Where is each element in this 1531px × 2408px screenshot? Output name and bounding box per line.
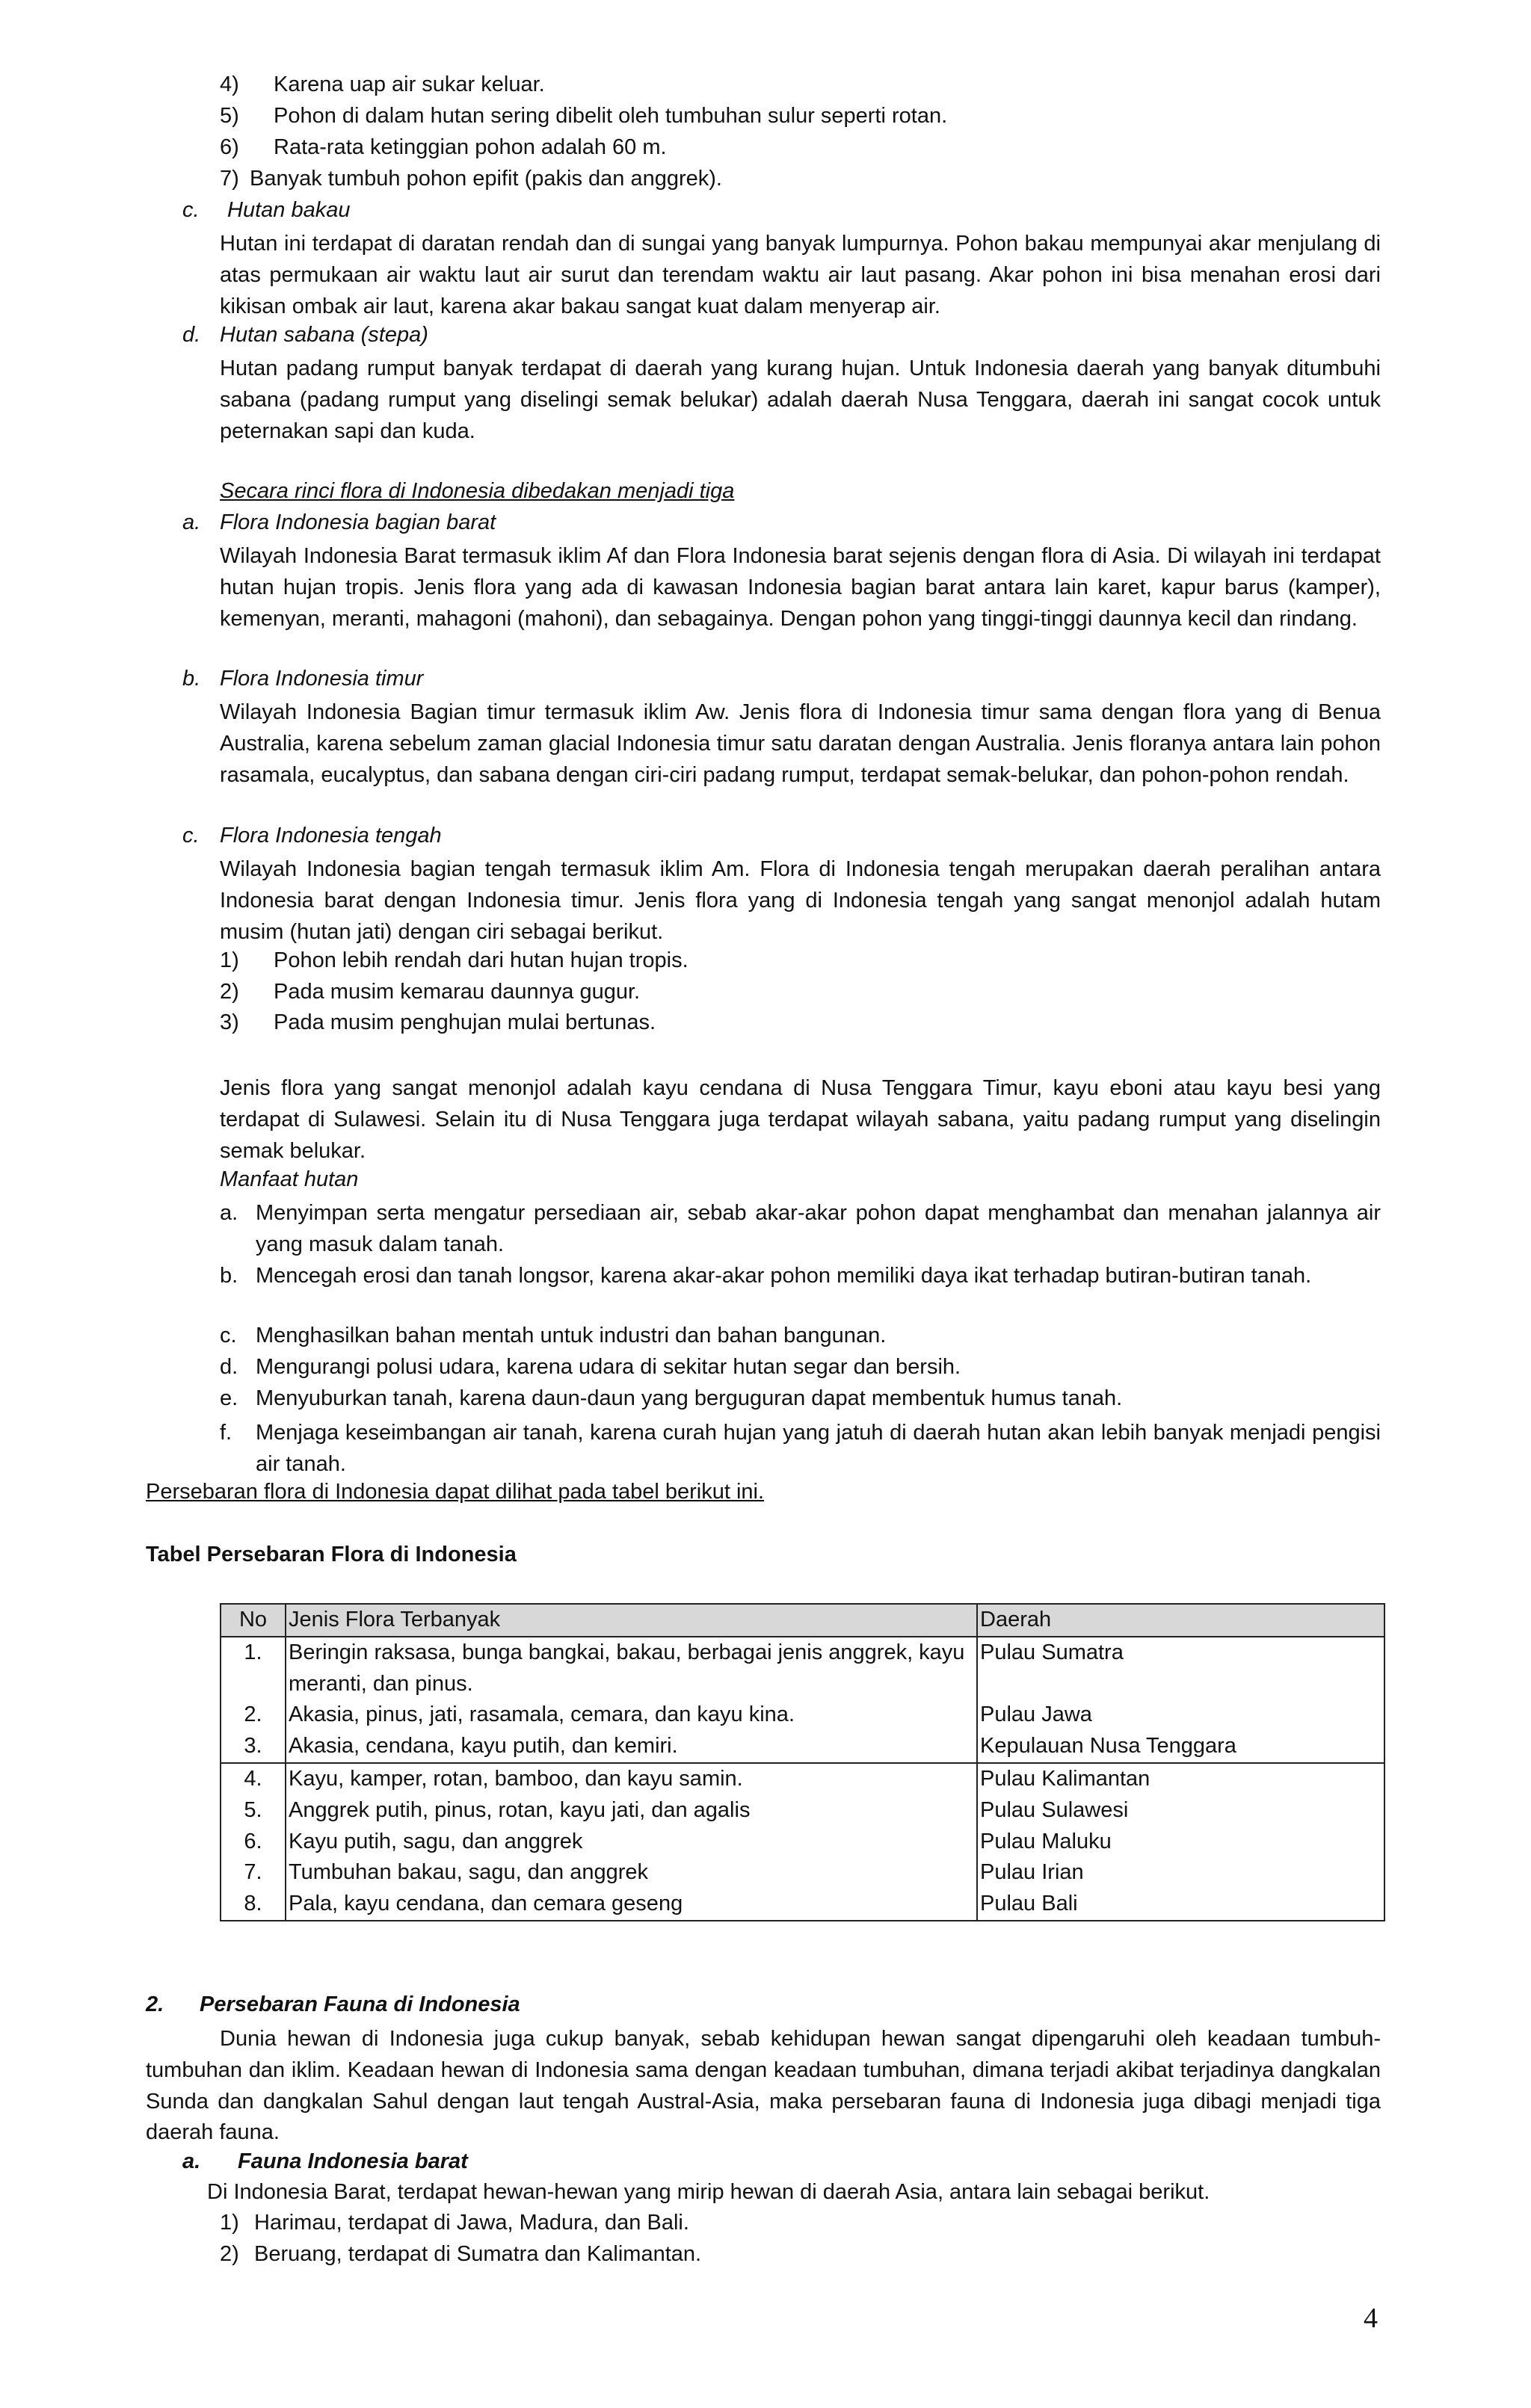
- paragraph-flora-barat: Wilayah Indonesia Barat termasuk iklim Af dan Flora Indonesia barat sejenis dengan flora di Asia. Di wilayah ini terdapat hutan hujan tropis. Jenis flora yang ada di kawasan Indonesia bagian barat antara lain karet, kapur barus (kamper), kemenyan, meranti, mahagoni (mahoni), dan sebagainya. Dengan pohon yang tinggi-tinggi daunnya kecil dan rindang.: [220, 544, 1381, 631]
- list-item: 1) Harimau, terdapat di Jawa, Madura, dan Bali.: [220, 2211, 689, 2235]
- table-header-row: [221, 1604, 1384, 1637]
- manfaat-heading: Manfaat hutan: [220, 1167, 359, 1191]
- list-item: 7) Banyak tumbuh pohon epifit (pakis dan anggrek).: [220, 167, 722, 191]
- list-item: 4) Karena uap air sukar keluar.: [220, 72, 545, 96]
- section-heading-fauna-barat: a. Fauna Indonesia barat: [182, 2149, 468, 2173]
- table-row: 1. Beringin raksasa, bunga bangkai, bakau, berbagai jenis anggrek, kayu meranti, dan pinus. Pulau Sumatra: [221, 1637, 1384, 1700]
- section-heading-flora-barat: a. Flora Indonesia bagian barat: [182, 510, 496, 534]
- flora-rinci-heading: Secara rinci flora di Indonesia dibedakan menjadi tiga: [220, 479, 735, 503]
- paragraph-flora-tengah: Wilayah Indonesia bagian tengah termasuk iklim Am. Flora di Indonesia tengah merupakan daerah peralihan antara Indonesia barat dengan Indonesia timur. Jenis flora yang di Indonesia tengah yang sangat menonjol adalah hutam musim (hutan jati) dengan ciri sebagai berikut.: [220, 857, 1381, 944]
- section-heading-hutan-bakau: c. Hutan bakau: [182, 198, 351, 222]
- list-item: c. Menghasilkan bahan mentah untuk industri dan bahan bangunan.: [220, 1324, 887, 1347]
- persebaran-note: Persebaran flora di Indonesia dapat dilihat pada tabel berikut ini.: [146, 1480, 765, 1504]
- table-row: 2. Akasia, pinus, jati, rasamala, cemara, dan kayu kina. Pulau Jawa: [221, 1700, 1384, 1731]
- list-item: 2) Pada musim kemarau daunnya gugur.: [220, 980, 641, 1004]
- list-item: 6) Rata-rata ketinggian pohon adalah 60 m.: [220, 135, 667, 159]
- paragraph-flora-timur: Wilayah Indonesia Bagian timur termasuk iklim Aw. Jenis flora di Indonesia timur sama dengan flora yang di Benua Australia, karena sebelum zaman glacial Indonesia timur satu daratan dengan Australia. Jenis floranya antara lain pohon rasamala, eucalyptus, dan sabana dengan ciri-ciri padang rumput, terdapat semak-belukar, dan pohon-pohon rendah.: [220, 700, 1381, 787]
- list-item: a. Menyimpan serta mengatur persediaan air, sebab akar-akar pohon dapat menghambat dan menahan jalannya air yang masuk dalam tanah.: [220, 1201, 1381, 1256]
- table-row: 5. Anggrek putih, pinus, rotan, kayu jati, dan agalis Pulau Sulawesi: [221, 1795, 1384, 1827]
- column-header-no: No: [221, 1604, 286, 1637]
- list-item: e. Menyuburkan tanah, karena daun-daun yang berguguran dapat membentuk humus tanah.: [220, 1386, 1123, 1410]
- section-heading-flora-tengah: c. Flora Indonesia tengah: [182, 824, 442, 848]
- table-row: 3. Akasia, cendana, kayu putih, dan kemiri. Kepulauan Nusa Tenggara: [221, 1731, 1384, 1763]
- table-row: 4. Kayu, kamper, rotan, bamboo, dan kayu samin. Pulau Kalimantan: [221, 1763, 1384, 1795]
- table-row: 6. Kayu putih, sagu, dan anggrek Pulau Maluku: [221, 1827, 1384, 1858]
- paragraph-hutan-sabana: Hutan padang rumput banyak terdapat di daerah yang kurang hujan. Untuk Indonesia daerah yang banyak ditumbuhi sabana (padang rumput yang diselingi semak belukar) adalah daerah Nusa Tenggara, daerah ini sangat cocok untuk peternakan sapi dan kuda.: [220, 356, 1381, 443]
- table-row: 8. Pala, kayu cendana, dan cemara geseng Pulau Bali: [221, 1889, 1384, 1921]
- list-item: 5) Pohon di dalam hutan sering dibelit oleh tumbuhan sulur seperti rotan.: [220, 104, 948, 128]
- section-heading-fauna: 2. Persebaran Fauna di Indonesia: [146, 1992, 520, 2016]
- page-number: 4: [1364, 2303, 1378, 2334]
- paragraph-jenis-flora: Jenis flora yang sangat menonjol adalah kayu cendana di Nusa Tenggara Timur, kayu eboni atau kayu besi yang terdapat di Sulawesi. Selain itu di Nusa Tenggara juga terdapat wilayah sabana, yaitu padang rumput yang diselingin semak belukar.: [220, 1076, 1381, 1163]
- table-title: Tabel Persebaran Flora di Indonesia: [146, 1543, 517, 1566]
- section-heading-flora-timur: b. Flora Indonesia timur: [182, 667, 424, 691]
- list-item: 2) Beruang, terdapat di Sumatra dan Kalimantan.: [220, 2242, 702, 2266]
- flora-table: [220, 1603, 1385, 1921]
- column-header-daerah: Daerah: [977, 1604, 1384, 1637]
- paragraph-hutan-bakau: Hutan ini terdapat di daratan rendah dan di sungai yang banyak lumpurnya. Pohon bakau mempunyai akar menjulang di atas permukaan air waktu laut air surut dan terendam waktu air laut pasang. Akar pohon ini bisa menahan erosi dari kikisan ombak air laut, karena akar bakau sangat kuat dalam menyerap air.: [220, 232, 1381, 318]
- list-item: f. Menjaga keseimbangan air tanah, karena curah hujan yang jatuh di daerah hutan akan lebih banyak menjadi pengisi air tanah.: [220, 1421, 1381, 1476]
- list-item: 3) Pada musim penghujan mulai bertunas.: [220, 1010, 656, 1034]
- list-item: 1) Pohon lebih rendah dari hutan hujan tropis.: [220, 948, 689, 972]
- paragraph-fauna: Dunia hewan di Indonesia juga cukup banyak, sebab kehidupan hewan sangat dipengaruhi oleh keadaan tumbuh-tumbuhan dan iklim. Keadaan hewan di Indonesia sama dengan keadaan tumbuhan, dimana terjadi akibat terjadinya dangkalan Sunda dan dangkalan Sahul dengan laut tengah Austral-Asia, maka persebaran fauna di Indonesia juga dibagi menjadi tiga daerah fauna.: [146, 2027, 1381, 2145]
- paragraph-fauna-barat: Di Indonesia Barat, terdapat hewan-hewan yang mirip hewan di daerah Asia, antara lain sebagai berikut.: [207, 2180, 1210, 2204]
- section-heading-hutan-sabana: d. Hutan sabana (stepa): [182, 323, 428, 347]
- list-item: d. Mengurangi polusi udara, karena udara di sekitar hutan segar dan bersih.: [220, 1355, 961, 1379]
- column-header-jenis: Jenis Flora Terbanyak: [286, 1604, 977, 1637]
- list-item: b. Mencegah erosi dan tanah longsor, karena akar-akar pohon memiliki daya ikat terhadap butiran-butiran tanah.: [220, 1264, 1312, 1288]
- table-row: 7. Tumbuhan bakau, sagu, dan anggrek Pulau Irian: [221, 1857, 1384, 1889]
